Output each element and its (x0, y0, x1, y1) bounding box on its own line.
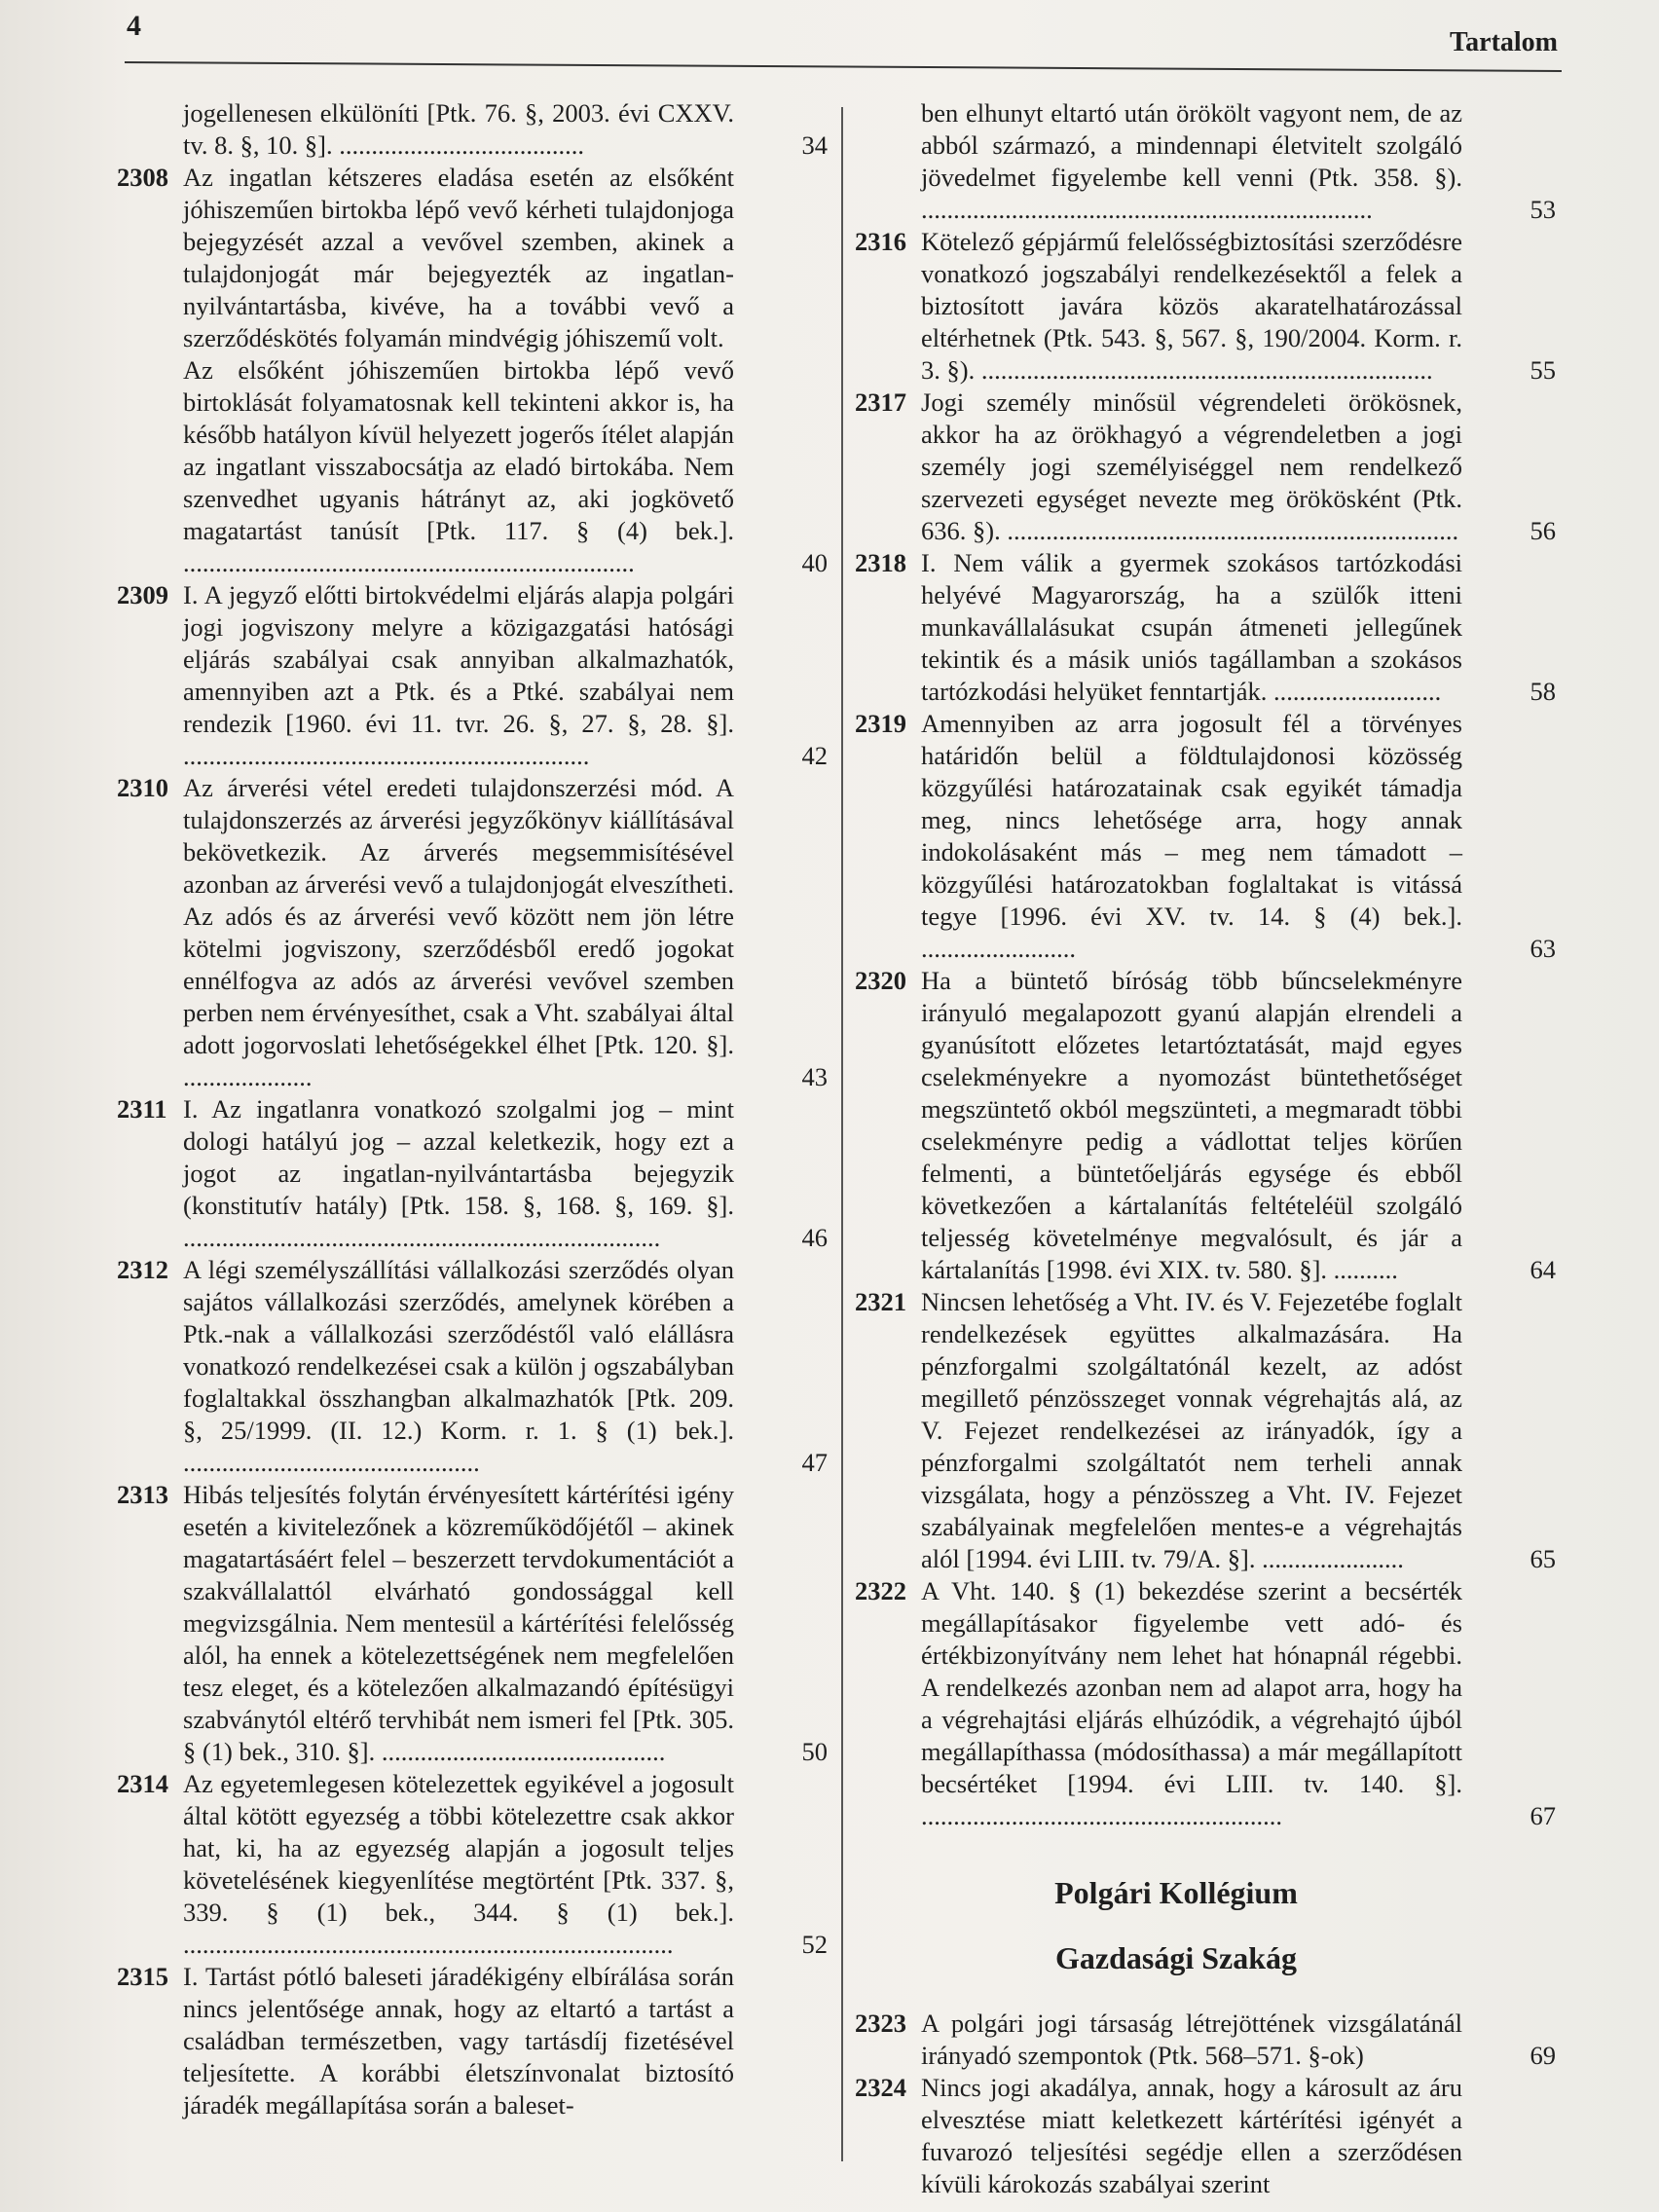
entry-page-number: 55 (1530, 355, 1556, 385)
entry-text: A Vht. 140. § (1) bekezdése szerint a becsérték megállapításakor figyelembe vett adó- és értékbizonyítvány nem lehet hat hónapnál régebbi. A rendelkezés azonban nem ad alapot arra, hogy ha a végrehajtási eljárás elhúzódik, a végrehajtó újból megállapíthassa (módosíthassa) a már megállapított becsértéket [1994. évi LIII. tv. 140. §]. ........................................................ (921, 1576, 1462, 1830)
toc-entry (855, 387, 1556, 547)
toc-entry (117, 772, 828, 1093)
toc-entry (117, 1961, 828, 2121)
entry-number: 2311 (117, 1094, 167, 1124)
toc-entry (117, 162, 828, 579)
right-entries-after (855, 2008, 1556, 2200)
toc-entry (855, 965, 1556, 1286)
entry-text: Az egyetemlegesen kötelezettek egyikével a jogosult által kötött egyezség a többi kötelezettre csak akkor hat, ki, ha az egyezség alapján a jogosult teljes követelésének kiegyenlítése megtörtént [Ptk. 337. §, 339. § (1) bek., 344. § (1) bek.]. ............................................................................ (183, 1769, 734, 1959)
site-watermark (0, 2177, 409, 2212)
entry-number: 2308 (117, 163, 168, 192)
entry-page-number: 65 (1530, 1544, 1556, 1573)
toc-entry (855, 2072, 1556, 2200)
entry-text: I. A jegyző előtti birtokvédelmi eljárás alapja polgári jogi jogviszony melyre a közigazgatási hatósági eljárás szabályai csak annyiban alkalmazhatók, amennyiben azt a Ptk. és a Ptké. szabályai nem rendezik [1960. évi 11. tvr. 26. §, 27. §, 28. §]. ............................................................... (183, 580, 734, 770)
entry-number: 2320 (855, 966, 906, 995)
entry-text: Ha a büntető bíróság több bűncselekményre irányuló megalapozott gyanú alapján elrendeli a gyanúsított előzetes letartóztatását, majd egyes cselekményekre a nyomozást büntethetőséget megszüntető okból megszünteti, a megmaradt többi cselekményre pedig a vádlottat teljes körűen felmenti, a büntetőeljárás egysége és ebből következően a kártalanítás feltételéül szolgáló teljesség követelménye megvalósult, és jár a kártalanítás [1998. évi XIX. tv. 580. §]. .......... (921, 966, 1462, 1284)
entry-page-number: 47 (801, 1448, 828, 1477)
entry-number: 2319 (855, 709, 906, 738)
entry-text: I. Az ingatlanra vonatkozó szolgalmi jog – mint dologi hatályú jog – azzal keletkezik, hogy ezt a jogot az ingatlan-nyilvántartásba bejegyzik (konstitutív hatály) [Ptk. 158. §, 168. §, 169. §]. .......................................................................... (183, 1094, 734, 1252)
toc-entry (117, 1254, 828, 1479)
column-divider (841, 107, 843, 2161)
toc-entry (855, 97, 1556, 226)
entry-text: Az elsőként jóhiszeműen birtokba lépő vevő birtoklását folyamatosnak kell tekinteni akkor is, ha később hatályon kívül helyezett jogerős ítélet alapján az ingatlant visszabocsátja az eladó birtokába. Nem szenvedhet ugyanis hátrányt az, aki jogkövető magatartást tanúsít [Ptk. 117. § (4) bek.]. ...................................................................... (183, 355, 734, 577)
toc-entry (117, 1768, 828, 1961)
entry-number: 2315 (117, 1962, 168, 1991)
toc-entry (117, 97, 828, 162)
right-column (855, 97, 1556, 2200)
entry-text: A légi személyszállítási vállalkozási szerződés olyan sajátos vállalkozási szerződés, amelynek körében a Ptk.-nak a vállalkozási szerződéstől való elállásra vonatkozó rendelkezései csak a külön j ogszabályban foglaltakkal összhangban alkalmazhatók [Ptk. 209. §, 25/1999. (II. 12.) Korm. r. 1. § (1) bek.]. .............................................. (183, 1255, 734, 1477)
entry-text: Jogi személy minősül végrendeleti örökösnek, akkor ha az örökhagyó a végrendeletben a jogi személy jogi személyiséggel nem rendelkező szervezeti egységet nevezte meg örökösként (Ptk. 636. §). ...................................................................... (921, 387, 1462, 545)
entry-text: jogellenesen elkülöníti [Ptk. 76. §, 2003. évi CXXV. tv. 8. §, 10. §]. ...................................... (183, 98, 734, 160)
entry-page-number: 69 (1530, 2041, 1556, 2070)
entry-text: Nincs jogi akadálya, annak, hogy a károsult az áru elvesztése miatt keletkezett kártérítési igényét a fuvarozó teljesítési segédje ellen a szerződésen kívüli károkozás szabályai szerint (921, 2073, 1462, 2198)
entry-text: I. Tartást pótló baleseti járadékigény elbírálása során nincs jelentősége annak, hogy az eltartó a tartást a családban természetben, vagy tartásdíj fizetésével teljesítette. A korábbi életszínvonalat biztosító járadék megállapítása során a baleset- (183, 1962, 734, 2120)
entry-page-number: 56 (1530, 516, 1556, 545)
toc-entry (855, 2008, 1556, 2072)
entry-page-number: 64 (1530, 1255, 1556, 1284)
entry-number: 2322 (855, 1576, 906, 1605)
entry-page-number: 67 (1530, 1801, 1556, 1830)
toc-entry (855, 547, 1556, 708)
entry-text: Az ingatlan kétszeres eladása esetén az elsőként jóhiszeműen birtokba lépő vevő kérheti tulajdonjoga bejegyzését azzal a vevővel szemben, akinek a tulajdonjogát már bejegyezték az ingatlan-nyilvántartásba, kivéve, ha a további vevő a szerződéskötés folyamán mindvégig jóhiszemű volt. (183, 163, 734, 352)
entry-number: 2323 (855, 2009, 906, 2038)
entry-text: Nincsen lehetőség a Vht. IV. és V. Fejezetébe foglalt rendelkezések együttes alkalmazására. Ha pénzforgalmi szolgáltatónál kezelt, az adóst megillető pénzösszeget vonnak végrehajtás alá, az V. Fejezet rendelkezései az irányadók, így a pénzforgalmi szolgáltatót nem terheli annak vizsgálata, hogy a pénzösszeg a Vht. IV. Fejezet szabályainak megfelelően mentes-e a végrehajtás alól [1994. évi LIII. tv. 79/A. §]. ...................... (921, 1287, 1462, 1573)
running-header: Tartalom (1450, 27, 1558, 57)
entry-number: 2317 (855, 387, 906, 417)
header-rule (125, 61, 1562, 72)
entry-page-number: 52 (801, 1930, 828, 1959)
section-title-gazdasagi: Gazdasági Szakág (1054, 1940, 1298, 1975)
entry-number: 2309 (117, 580, 168, 609)
entry-number: 2318 (855, 548, 906, 577)
entry-number: 2310 (117, 773, 168, 802)
entry-page-number: 46 (801, 1223, 828, 1252)
entry-page-number: 63 (1530, 934, 1556, 963)
entry-text: ben elhunyt eltartó után örökölt vagyont nem, de az abból származó, a mindennapi életvitelt szolgáló jövedelmet figyelembe kell venni (Ptk. 358. §). ...................................................................... (921, 98, 1462, 224)
entry-page-number: 42 (801, 741, 828, 770)
entry-number: 2313 (117, 1480, 168, 1509)
entry-text: Hibás teljesítés folytán érvényesített kártérítési igény esetén a kivitelezőnek a közreműködőjétől – akinek magatartásáért felel – beszerzett tervdokumentációt a szakvállalattól elvárható gondossággal kell megvizsgálnia. Nem mentesül a kártérítési felelősség alól, ha ennek a kötelezettségének nem megfelelően tesz eleget, és a kötelezően alkalmazandó építésügyi szabványtól eltérő tervhibát nem ismeri fel [Ptk. 305. § (1) bek., 310. §]. ............................................ (183, 1480, 734, 1766)
entry-page-number: 40 (801, 548, 828, 577)
entry-number: 2316 (855, 227, 906, 256)
toc-entry (855, 708, 1556, 965)
left-column (117, 97, 828, 2121)
page-number: 4 (127, 10, 141, 42)
right-entries (855, 97, 1556, 1832)
toc-entry (117, 1093, 828, 1254)
entry-text: A polgári jogi társaság létrejöttének vizsgálatánál irányadó szempontok (Ptk. 568–571. §-ok) (921, 2009, 1462, 2070)
entry-page-number: 43 (801, 1062, 828, 1091)
entry-number: 2324 (855, 2073, 906, 2102)
section-title-polgari: Polgári Kollégium (1054, 1875, 1298, 1910)
entry-number: 2312 (117, 1255, 168, 1284)
entry-text: Amennyiben az arra jogosult fél a törvényes határidőn belül a földtulajdonosi közösség közgyűlési határozatainak csak egyikét támadja meg, nincs lehetősége arra, hogy annak indokolásaként más – meg nem támadott – közgyűlési határozatokban foglaltakat is vitássá tegye [1996. évi XV. tv. 14. § (4) bek.]. ........................ (921, 709, 1462, 963)
toc-entry (855, 1286, 1556, 1575)
toc-entry (117, 1479, 828, 1768)
entry-page-number: 34 (801, 130, 828, 160)
entry-page-number: 50 (801, 1737, 828, 1766)
entry-page-number: 58 (1530, 677, 1556, 706)
entry-number: 2321 (855, 1287, 906, 1316)
entry-page-number: 53 (1530, 195, 1556, 224)
toc-entry (117, 579, 828, 772)
entry-text: Kötelező gépjármű felelősségbiztosítási szerződésre vonatkozó jogszabályi rendelkezésektől a felek a biztosított javára közös akaratelhatározással eltérhetnek (Ptk. 543. §, 567. §, 190/2004. Korm. r. 3. §). ...................................................................... (921, 227, 1462, 385)
entry-text: I. Nem válik a gyermek szokásos tartózkodási helyévé Magyarország, ha a szülők itteni munkavállalásukat csupán átmeneti jellegűnek tekintik és a másik uniós tagállamban a szokásos tartózkodási helyüket fenntartják. .......................... (921, 548, 1462, 706)
toc-entry (855, 226, 1556, 387)
entry-number: 2314 (117, 1769, 168, 1798)
entry-text: Az árverési vétel eredeti tulajdonszerzési mód. A tulajdonszerzés az árverési jegyzőkönyv kiállításával bekövetkezik. Az árverés megsemmisítésével azonban az árverési vevő a tulajdonjogát elveszítheti. Az adós és az árverési vevő között nem jön létre kötelmi jogviszony, szerződésből eredő jogokat ennélfogva az adós az árverési vevővel szemben perben nem érvényesíthet, csak a Vht. szabályai által adott jogorvoslati lehetőségekkel élhet [Ptk. 120. §]. .................... (183, 773, 734, 1091)
toc-entry (855, 1575, 1556, 1832)
